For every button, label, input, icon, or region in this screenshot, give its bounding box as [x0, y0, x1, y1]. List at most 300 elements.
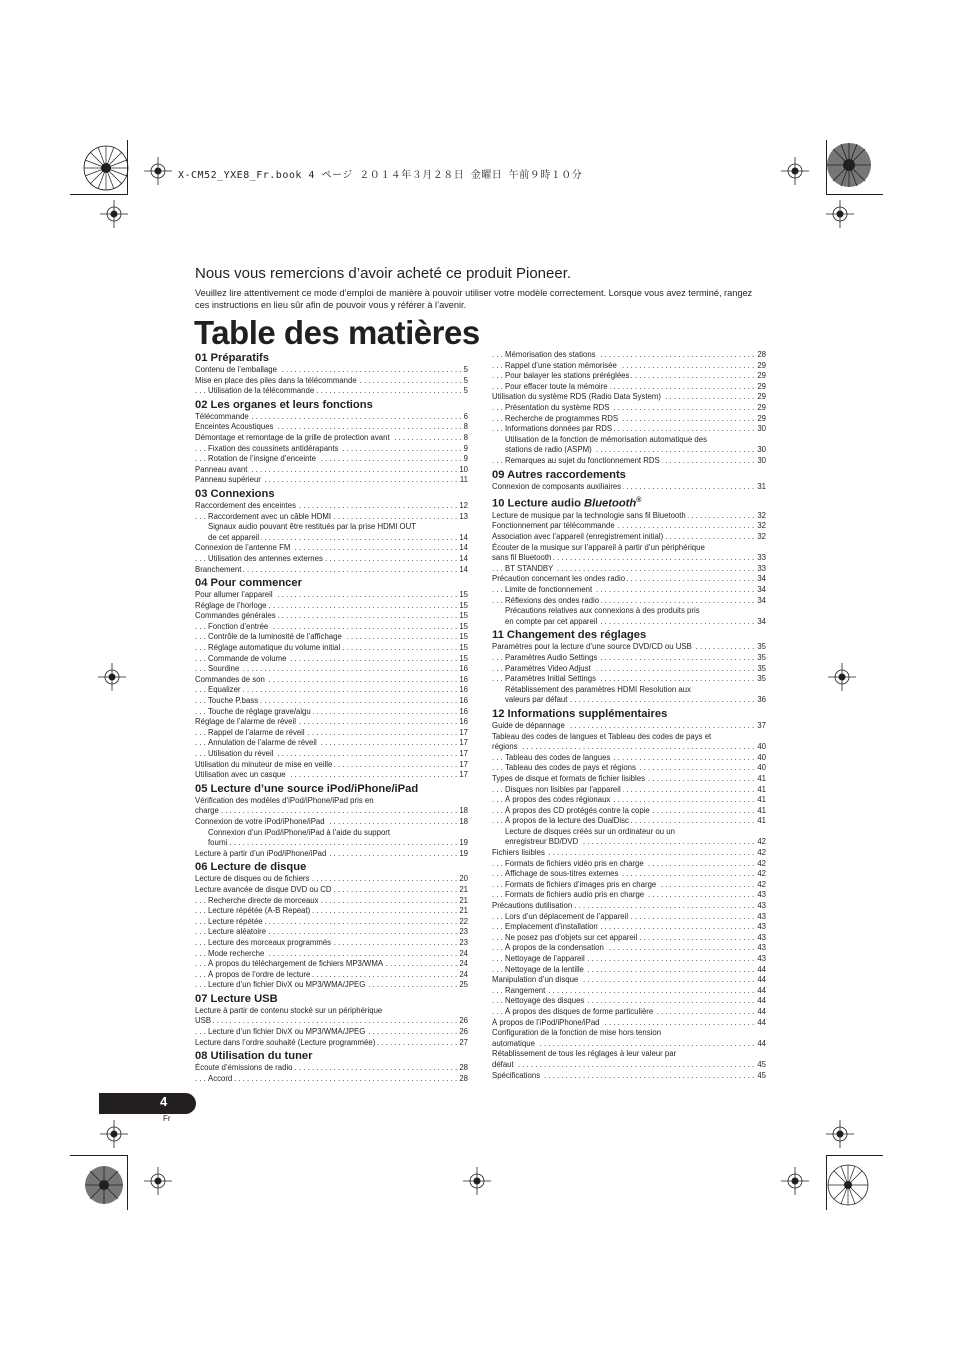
toc-entry-page: 45 — [757, 1059, 766, 1069]
crosshair-bottom-center-icon — [463, 1167, 491, 1195]
toc-entry-text-continued: défaut — [492, 1059, 514, 1069]
toc-entry[interactable] — [195, 365, 468, 376]
toc-entry-page: 28 — [459, 1063, 468, 1073]
crop-line — [127, 140, 128, 195]
toc-entry-text: À propos de l’iPod/iPhone/iPad — [492, 1017, 600, 1027]
toc-entry-page: 42 — [757, 858, 766, 868]
toc-entry[interactable] — [195, 917, 468, 928]
toc-entry[interactable] — [492, 996, 766, 1007]
toc-entry-page: 15 — [459, 600, 468, 610]
toc-entry-text: Commandes de son — [195, 674, 265, 684]
toc-entry-page: 15 — [459, 611, 468, 621]
toc-entry-text: Spécifications — [492, 1070, 541, 1080]
toc-entry[interactable] — [492, 361, 766, 372]
toc-entry[interactable] — [195, 554, 468, 565]
toc-entry[interactable] — [195, 565, 468, 576]
toc-entry[interactable] — [492, 975, 766, 986]
toc-entry-page: 30 — [757, 445, 766, 455]
toc-entry[interactable] — [492, 816, 766, 827]
toc-entry[interactable] — [195, 896, 468, 907]
toc-entry[interactable] — [195, 728, 468, 739]
toc-entry-text-continued: régions — [492, 742, 518, 752]
section-title[interactable] — [492, 708, 766, 721]
toc-entry-text: Enceintes Acoustiques — [195, 422, 274, 432]
toc-entry[interactable] — [492, 642, 766, 653]
toc-entry[interactable] — [195, 622, 468, 633]
toc-entry-page: 34 — [757, 595, 766, 605]
toc-entry-page: 23 — [459, 937, 468, 947]
toc-entry-text: Lors d’un déplacement de l’appareil — [505, 911, 629, 921]
toc-entry[interactable] — [195, 738, 468, 749]
toc-entry-text-continued: enregistreur BD/DVD — [505, 837, 579, 847]
toc-entry-page: 16 — [459, 696, 468, 706]
toc-entry[interactable] — [195, 1074, 468, 1085]
toc-entry[interactable] — [195, 949, 468, 960]
toc-entry[interactable] — [195, 685, 468, 696]
toc-entry-text: À propos de la condensation — [505, 943, 604, 953]
toc-entry-page: 32 — [757, 521, 766, 531]
toc-entry[interactable] — [492, 685, 766, 706]
section-title[interactable] — [195, 399, 468, 412]
toc-entry[interactable] — [195, 885, 468, 896]
toc-entry[interactable] — [492, 456, 766, 467]
toc-entry-text: Formats de fichiers audio pris en charge — [505, 890, 645, 900]
toc-entry-text: À propos de l’ordre de lecture — [208, 969, 311, 979]
toc-entry[interactable] — [492, 827, 766, 848]
toc-entry-text: Précautions dutilisation — [492, 901, 573, 911]
toc-entry-page: 25 — [459, 980, 468, 990]
crop-line — [826, 1155, 827, 1210]
toc-entry[interactable] — [492, 585, 766, 596]
toc-entry[interactable] — [195, 512, 468, 523]
toc-entry-page: 26 — [459, 1016, 468, 1026]
toc-entry[interactable] — [195, 1063, 468, 1074]
toc-entry[interactable] — [195, 386, 468, 397]
toc-entry-text: Emplacement d’installation — [505, 922, 598, 932]
toc-entry-page: 18 — [459, 806, 468, 816]
toc-entry[interactable] — [195, 874, 468, 885]
registration-mark-top-left-icon — [81, 143, 131, 193]
toc-entry[interactable] — [492, 674, 766, 685]
toc-entry[interactable] — [195, 938, 468, 949]
crosshair-bottom-right-2-icon — [826, 1120, 854, 1148]
section-title[interactable] — [195, 993, 468, 1006]
toc-entry[interactable] — [492, 1028, 766, 1049]
toc-entry-text: Vérification des modèles d’iPod/iPhone/iPad pris en — [195, 795, 374, 805]
toc-entry[interactable] — [492, 403, 766, 414]
toc-entry[interactable] — [492, 606, 766, 627]
toc-entry-text: Recherche directe de morceaux — [208, 895, 319, 905]
toc-entry-page: 17 — [459, 759, 468, 769]
toc-entry[interactable] — [195, 643, 468, 654]
toc-entry[interactable] — [195, 454, 468, 465]
toc-entry[interactable] — [492, 511, 766, 522]
toc-entry[interactable] — [492, 753, 766, 764]
toc-entry[interactable] — [195, 927, 468, 938]
toc-entry-page: 15 — [459, 621, 468, 631]
toc-entry-text: BT STANDBY — [505, 563, 554, 573]
section-title[interactable] — [195, 783, 468, 796]
toc-entry-text: Annulation de l’alarme de réveil — [208, 738, 317, 748]
toc-entry-text: Configuration de la fonction de mise hors tension — [492, 1028, 662, 1038]
toc-entry-text: Mémorisation des stations — [505, 350, 596, 359]
toc-entry-page: 29 — [757, 413, 766, 423]
toc-entry[interactable] — [492, 414, 766, 425]
toc-entry-text: Réglage de l’horloge — [195, 600, 267, 610]
toc-entry[interactable] — [492, 848, 766, 859]
toc-entry-text: Écouter de la musique sur l’appareil à partir d’un périphérique — [492, 542, 705, 552]
toc-entry-page: 35 — [757, 642, 766, 652]
toc-entry[interactable] — [492, 521, 766, 532]
toc-entry-page: 16 — [459, 664, 468, 674]
toc-entry-text: Utilisation du réveil — [208, 749, 274, 758]
toc-entry-page: 41 — [757, 816, 766, 826]
registered-mark: ® — [636, 497, 642, 505]
toc-entry-text: Lecture de disques créés sur un ordinateur ou un — [505, 826, 675, 836]
toc-entry-text: Réflexions des ondes radio — [505, 595, 600, 605]
toc-entry[interactable] — [195, 501, 468, 512]
toc-entry-text: Disques non lisibles par l’appareil — [505, 784, 621, 794]
toc-entry[interactable] — [492, 371, 766, 382]
toc-entry[interactable] — [492, 664, 766, 675]
crop-line — [70, 194, 127, 195]
toc-entry[interactable] — [195, 632, 468, 643]
toc-entry-page: 32 — [757, 532, 766, 542]
toc-entry[interactable] — [492, 943, 766, 954]
toc-entry-text: Lecture de disques ou de fichiers — [195, 874, 310, 884]
toc-entry-page: 24 — [459, 969, 468, 979]
toc-entry-text: Précaution concernant les ondes radio — [492, 574, 626, 584]
crop-line — [826, 1155, 883, 1156]
toc-entry-text: À propos des CD protégés contre la copie — [505, 805, 650, 815]
toc-entry-text: Fonction d’entrée — [208, 621, 269, 631]
toc-entry-text: Démontage et remontage de la grille de protection avant — [195, 432, 390, 442]
toc-entry[interactable] — [492, 653, 766, 664]
toc-entry[interactable] — [492, 424, 766, 435]
toc-entry-page: 35 — [757, 652, 766, 662]
toc-entry-page: 5 — [463, 386, 468, 396]
toc-entry-text: Utilisation des antennes externes — [208, 553, 323, 563]
toc-entry[interactable] — [195, 444, 468, 455]
toc-entry[interactable] — [492, 869, 766, 880]
toc-entry[interactable] — [492, 901, 766, 912]
crop-line — [127, 1155, 128, 1210]
toc-entry-text: Connexion de votre iPod/iPhone/iPad — [195, 816, 325, 826]
toc-entry[interactable] — [195, 906, 468, 917]
toc-entry-page: 43 — [757, 922, 766, 932]
toc-entry-page: 44 — [757, 996, 766, 1006]
toc-entry[interactable] — [195, 590, 468, 601]
toc-entry[interactable] — [492, 435, 766, 456]
toc-entry-text: Limite de fonctionnement — [505, 585, 593, 595]
section-title[interactable] — [492, 629, 766, 642]
toc-entry-text: Equalizer — [208, 685, 241, 695]
toc-entry-text: Utilisation avec un casque — [195, 770, 286, 780]
toc-entry[interactable] — [492, 482, 766, 493]
toc-entry-text: Ne posez pas d’objets sur cet appareil — [505, 932, 638, 942]
crosshair-top-left-2-icon — [100, 200, 128, 228]
toc-entry-page: 14 — [459, 564, 468, 574]
toc-entry-text: Fonctionnement par télécommande — [492, 521, 615, 531]
toc-entry-page: 28 — [459, 1073, 468, 1083]
toc-entry-page: 40 — [757, 752, 766, 762]
section-title-text: 12 Informations supplémentaires — [492, 707, 668, 720]
toc-entry-text: Lecture d’un fichier DivX ou MP3/WMA/JPEG — [208, 980, 366, 990]
toc-entry-page: 44 — [757, 985, 766, 995]
toc-entry-text: Lecture avancée de disque DVD ou CD — [195, 884, 332, 894]
toc-entry-text: Panneau avant — [195, 464, 248, 474]
toc-entry-page: 43 — [757, 932, 766, 942]
section-title-italic: Bluetooth — [584, 497, 637, 510]
toc-entry[interactable] — [492, 392, 766, 403]
toc-entry-text: Signaux audio pouvant être restitués par la prise HDMI OUT — [208, 522, 417, 532]
toc-entry-text: Tableau des codes de langues et Tableau des codes de pays et — [492, 731, 712, 741]
toc-entry-page: 35 — [757, 663, 766, 673]
toc-entry[interactable] — [195, 828, 468, 849]
toc-entry-text-continued: stations de radio (ASPM) — [505, 445, 592, 455]
toc-entry-text: Touche de réglage grave/aigu — [208, 706, 311, 716]
toc-entry-page: 36 — [757, 695, 766, 705]
toc-entry-page: 8 — [463, 422, 468, 432]
toc-entry-text-continued: en compte par cet appareil — [505, 616, 598, 626]
toc-entry[interactable] — [492, 763, 766, 774]
toc-entry[interactable] — [492, 596, 766, 607]
toc-column-left — [195, 350, 468, 1084]
toc-entry-page: 42 — [757, 848, 766, 858]
toc-entry-text: Manipulation d’un disque — [492, 975, 579, 985]
toc-entry-page: 24 — [459, 959, 468, 969]
crosshair-bottom-left-1-icon — [100, 1120, 128, 1148]
toc-entry-page: 43 — [757, 911, 766, 921]
toc-entry-page: 21 — [459, 906, 468, 916]
toc-entry[interactable] — [492, 564, 766, 575]
toc-entry-page: 41 — [757, 795, 766, 805]
toc-entry[interactable] — [195, 433, 468, 444]
toc-entry-text: Présentation du système RDS — [505, 402, 610, 412]
toc-entry-page: 37 — [757, 720, 766, 730]
page-number-tab — [99, 1093, 196, 1114]
section-title-text: 08 Utilisation du tuner — [195, 1050, 313, 1063]
toc-entry-page: 44 — [757, 975, 766, 985]
section-title-text: 03 Connexions — [195, 487, 275, 500]
section-title[interactable] — [195, 1050, 468, 1063]
toc-entry-text: Utilisation de la télécommande — [208, 386, 315, 396]
toc-entry-page: 9 — [463, 454, 468, 464]
toc-entry[interactable] — [492, 732, 766, 753]
toc-entry-page: 42 — [757, 879, 766, 889]
toc-entry[interactable] — [492, 922, 766, 933]
toc-entry[interactable] — [195, 675, 468, 686]
toc-entry[interactable] — [195, 654, 468, 665]
toc-entry-page: 28 — [757, 350, 766, 359]
section-title[interactable] — [492, 494, 766, 511]
toc-entry-text: Guide de dépannage — [492, 720, 565, 730]
toc-entry[interactable] — [195, 522, 468, 543]
toc-entry-text: Lecture répétée — [208, 916, 263, 926]
toc-entry-page: 17 — [459, 749, 468, 758]
crosshair-top-left-1-icon — [144, 157, 172, 185]
toc-entry[interactable] — [195, 1006, 468, 1027]
toc-entry[interactable] — [492, 890, 766, 901]
crosshair-mid-right-icon — [828, 663, 856, 691]
registration-mark-bottom-left-icon — [82, 1163, 126, 1207]
toc-entry-page: 23 — [459, 927, 468, 937]
toc-entry-text-continued: de cet appareil — [208, 532, 260, 542]
toc-entry-page: 15 — [459, 590, 468, 600]
toc-entry-text: À propos du téléchargement de fichiers MP3/WMA — [208, 959, 384, 969]
toc-entry-page: 33 — [757, 563, 766, 573]
toc-entry-text: Utilisation de la fonction de mémorisation automatique des — [505, 434, 707, 444]
section-title[interactable] — [195, 577, 468, 590]
toc-entry[interactable] — [492, 795, 766, 806]
toc-entry-text-continued: sans fil Bluetooth — [492, 553, 552, 563]
toc-entry[interactable] — [195, 796, 468, 817]
toc-entry[interactable] — [492, 350, 766, 361]
toc-entry-text: Raccordement avec un câble HDMI — [208, 511, 332, 521]
section-title-text: 11 Changement des réglages — [492, 629, 647, 642]
toc-entry-page: 5 — [463, 365, 468, 374]
toc-entry[interactable] — [195, 749, 468, 760]
toc-entry[interactable] — [492, 806, 766, 817]
toc-entry[interactable] — [195, 696, 468, 707]
toc-entry-page: 16 — [459, 706, 468, 716]
toc-entry[interactable] — [492, 912, 766, 923]
crosshair-top-right-1-icon — [781, 157, 809, 185]
toc-entry-page: 11 — [459, 475, 468, 485]
toc-entry[interactable] — [492, 880, 766, 891]
toc-entry-page: 29 — [757, 392, 766, 402]
toc-entry[interactable] — [195, 465, 468, 476]
toc-entry-text: Nettoyage de la lentille — [505, 964, 584, 974]
toc-entry-page: 26 — [459, 1027, 468, 1037]
section-title-text: 09 Autres raccordements — [492, 468, 626, 481]
section-title[interactable] — [195, 352, 468, 365]
toc-entry[interactable] — [492, 954, 766, 965]
toc-entry-page: 17 — [459, 727, 468, 737]
toc-entry-page: 29 — [757, 360, 766, 370]
toc-entry-text-continued: automatique — [492, 1038, 535, 1048]
toc-entry[interactable] — [195, 601, 468, 612]
toc-entry[interactable] — [195, 849, 468, 860]
toc-entry-page: 40 — [757, 742, 766, 752]
toc-entry-text: Mode recherche — [208, 948, 265, 958]
section-title-text: 07 Lecture USB — [195, 992, 278, 1005]
toc-entry-text: Écoute d’émissions de radio — [195, 1063, 293, 1073]
toc-entry[interactable] — [492, 986, 766, 997]
toc-entry-text: Connexion d’un iPod/iPhone/iPad à l’aide du support — [208, 827, 391, 837]
toc-entry-page: 34 — [757, 585, 766, 595]
toc-entry[interactable] — [195, 959, 468, 970]
toc-entry[interactable] — [195, 707, 468, 718]
toc-entry-text: Rappel d’une station mémorisée — [505, 360, 617, 370]
toc-entry[interactable] — [195, 475, 468, 486]
toc-entry[interactable] — [195, 817, 468, 828]
toc-entry-page: 8 — [463, 432, 468, 442]
toc-entry-text: Lecture aléatoire — [208, 927, 267, 937]
toc-entry-page: 42 — [757, 837, 766, 847]
toc-entry-text: Accord — [208, 1073, 233, 1083]
toc-entry-text: Tableau des codes de pays et régions — [505, 763, 636, 773]
toc-entry-text-continued: USB — [195, 1016, 212, 1026]
toc-entry-page: 29 — [757, 371, 766, 381]
toc-entry-page: 41 — [757, 784, 766, 794]
toc-entry[interactable] — [492, 1018, 766, 1029]
toc-entry[interactable] — [195, 1027, 468, 1038]
section-title[interactable] — [492, 469, 766, 482]
section-title[interactable] — [195, 861, 468, 874]
toc-entry[interactable] — [492, 543, 766, 564]
toc-entry-page: 10 — [459, 464, 468, 474]
toc-entry[interactable] — [492, 382, 766, 393]
toc-entry-page: 15 — [459, 643, 468, 653]
toc-entry-page: 21 — [459, 884, 468, 894]
toc-entry[interactable] — [195, 611, 468, 622]
toc-entry-text: Affichage de sous-titres externes — [505, 869, 619, 879]
toc-entry-text: Lecture à partir de contenu stocké sur un périphérique — [195, 1005, 383, 1015]
toc-entry-text: Nettoyage de l’appareil — [505, 954, 585, 964]
toc-entry[interactable] — [492, 1049, 766, 1070]
toc-entry[interactable] — [492, 721, 766, 732]
toc-entry-text: Mise en place des piles dans la télécommande — [195, 375, 357, 385]
toc-entry[interactable] — [195, 970, 468, 981]
toc-entry[interactable] — [195, 760, 468, 771]
toc-entry[interactable] — [195, 422, 468, 433]
toc-entry[interactable] — [195, 664, 468, 675]
toc-entry[interactable] — [492, 933, 766, 944]
toc-entry-text: Panneau supérieur — [195, 475, 261, 485]
toc-entry[interactable] — [195, 376, 468, 387]
toc-entry[interactable] — [195, 770, 468, 781]
toc-entry-text-continued: charge — [195, 806, 219, 816]
section-title[interactable] — [195, 488, 468, 501]
toc-entry[interactable] — [492, 574, 766, 585]
toc-entry[interactable] — [492, 774, 766, 785]
toc-entry[interactable] — [492, 859, 766, 870]
toc-entry[interactable] — [195, 717, 468, 728]
toc-entry-page: 14 — [459, 543, 468, 553]
section-title-text: 06 Lecture de disque — [195, 861, 307, 874]
toc-entry-text: Rangement — [505, 985, 546, 995]
toc-entry[interactable] — [492, 532, 766, 543]
toc-entry[interactable] — [195, 412, 468, 423]
toc-entry-page: 33 — [757, 553, 766, 563]
toc-entry-text: Fichiers lisibles — [492, 848, 545, 858]
intro-title: Nous vous remercions d’avoir acheté ce produit Pioneer. — [195, 265, 572, 282]
toc-entry[interactable] — [195, 1038, 468, 1049]
toc-entry-page: 42 — [757, 869, 766, 879]
toc-entry-text: Paramètres Initial Settings — [505, 674, 597, 684]
toc-entry[interactable] — [492, 785, 766, 796]
intro-text: Veuillez lire attentivement ce mode d’emploi de manière à pouvoir utiliser votre modèle correctement. Lorsque vous avez terminé, rangez ces instructions en lieu sûr afin de pouvoir vous y référer à l’avenir. — [195, 288, 753, 310]
toc-entry-text: Rotation de l’insigne d’enceinte — [208, 454, 316, 464]
toc-entry-text: À propos des disques de forme particulière — [505, 1006, 654, 1016]
toc-entry-page: 43 — [757, 943, 766, 953]
toc-entry[interactable] — [492, 965, 766, 976]
toc-entry[interactable] — [195, 980, 468, 991]
toc-entry[interactable] — [492, 1071, 766, 1082]
section-title-text: 10 Lecture audio — [492, 497, 585, 510]
toc-entry-page: 34 — [757, 616, 766, 626]
toc-entry[interactable] — [195, 543, 468, 554]
toc-entry-text: Réglage de l’alarme de réveil — [195, 717, 296, 727]
toc-entry[interactable] — [492, 1007, 766, 1018]
toc-entry-page: 44 — [757, 964, 766, 974]
toc-entry-page: 40 — [757, 763, 766, 773]
section-title-text: 01 Préparatifs — [195, 352, 270, 364]
toc-entry-text: Commandes générales — [195, 611, 276, 621]
toc-entry-text: Utilisation du minuteur de mise en veille — [195, 759, 333, 769]
crop-line — [826, 140, 827, 195]
